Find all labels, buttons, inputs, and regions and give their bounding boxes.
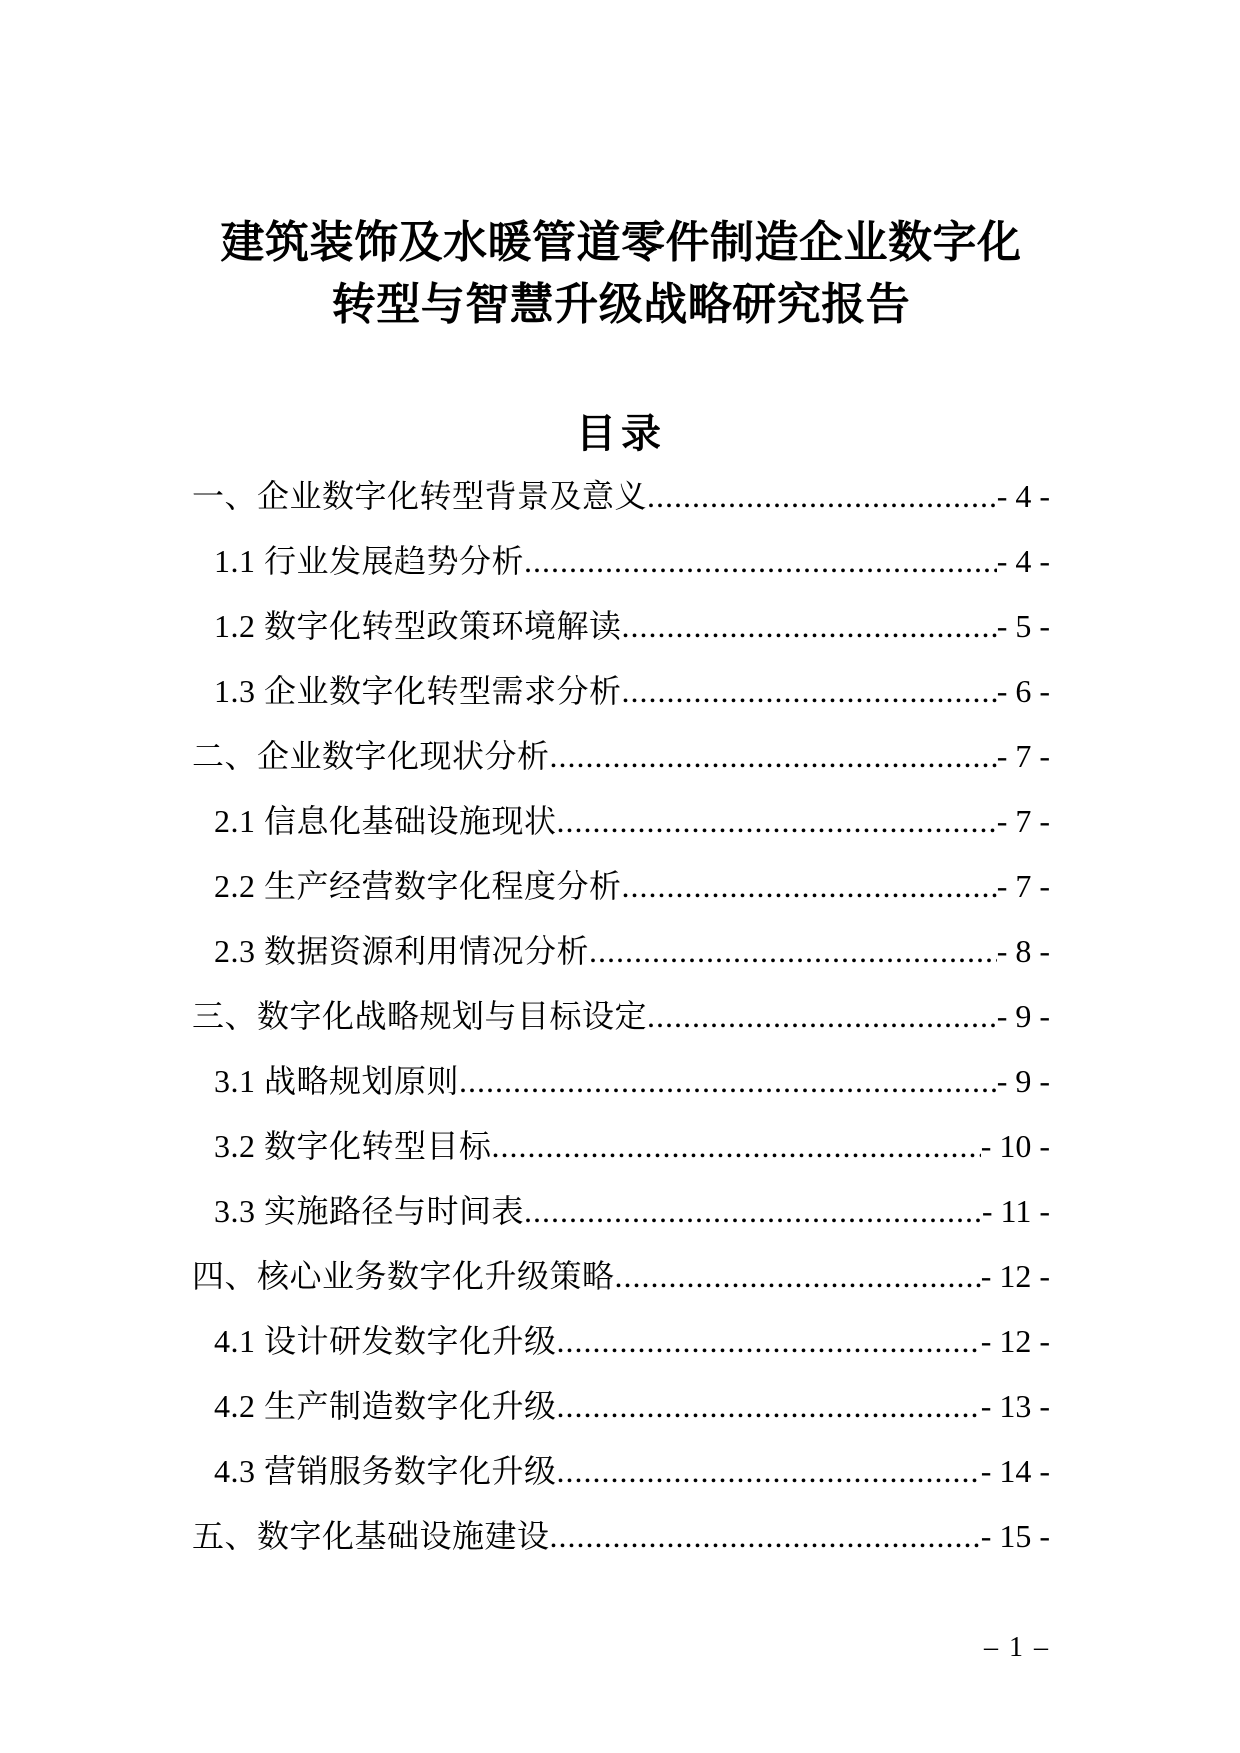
toc-entry-label: 4.1 设计研发数字化升级 (214, 1323, 557, 1359)
toc-entry-page-number: - 10 - (980, 1128, 1050, 1164)
toc-entry-page-number: - 7 - (996, 803, 1050, 839)
toc-entry[interactable] (192, 1114, 1050, 1179)
toc-entry-label: 3.1 战略规划原则 (214, 1063, 460, 1099)
toc-entry-label: 2.3 数据资源利用情况分析 (214, 933, 590, 969)
toc-entry-label: 2.2 生产经营数字化程度分析 (214, 868, 622, 904)
toc-entry-label: 五、数字化基础设施建设 (192, 1518, 550, 1554)
toc-entry[interactable] (192, 1504, 1050, 1569)
toc-leader-dots (557, 1374, 981, 1439)
toc-entry[interactable] (192, 594, 1050, 659)
toc-entry-page-number: - 8 - (996, 933, 1050, 969)
toc-entry-label: 二、企业数字化现状分析 (192, 738, 550, 774)
toc-entry[interactable] (192, 1439, 1050, 1504)
toc-entry-page-number: - 9 - (996, 998, 1050, 1034)
toc-entry-page-number: - 14 - (980, 1453, 1050, 1489)
document-title-line2: 转型与智慧升级战略研究报告 (331, 280, 911, 329)
toc-entry-label: 1.3 企业数字化转型需求分析 (214, 673, 622, 709)
toc-entry[interactable] (192, 854, 1050, 919)
toc-entry-page-number: - 9 - (996, 1063, 1050, 1099)
toc-entry-label: 三、数字化战略规划与目标设定 (192, 998, 648, 1034)
toc-leader-dots (647, 464, 997, 529)
toc-leader-dots (557, 789, 997, 854)
document-title-line1: 建筑装饰及水暖管道零件制造企业数字化 (220, 218, 1022, 267)
toc-entry[interactable] (192, 1179, 1050, 1244)
toc-entry-label: 4.2 生产制造数字化升级 (214, 1388, 557, 1424)
toc-entry[interactable] (192, 724, 1050, 789)
toc-leader-dots (589, 919, 997, 984)
toc-entry-page-number: - 15 - (980, 1518, 1050, 1554)
toc-entry-page-number: - 13 - (980, 1388, 1050, 1424)
toc-entry-label: 四、核心业务数字化升级策略 (192, 1258, 615, 1294)
toc-entry[interactable] (192, 1374, 1050, 1439)
toc-entry-label: 一、企业数字化转型背景及意义 (192, 478, 648, 514)
toc-entry[interactable] (192, 919, 1050, 984)
toc-leader-dots (615, 1244, 981, 1309)
toc-leader-dots (550, 724, 997, 789)
toc-leader-dots (622, 659, 997, 724)
toc-leader-dots (550, 1504, 981, 1569)
toc-entry-page-number: - 4 - (996, 543, 1050, 579)
toc-entry-label: 4.3 营销服务数字化升级 (214, 1453, 557, 1489)
toc-entry-label: 1.1 行业发展趋势分析 (214, 543, 525, 579)
toc-leader-dots (557, 1439, 981, 1504)
page-number-footer: – 1 – (984, 1632, 1050, 1663)
toc-entry-page-number: - 6 - (996, 673, 1050, 709)
toc-entry-page-number: - 4 - (996, 478, 1050, 514)
toc-leader-dots (459, 1049, 997, 1114)
toc-entry[interactable] (192, 789, 1050, 854)
toc-entry[interactable] (192, 464, 1050, 529)
toc-leader-dots (524, 529, 997, 594)
toc-entry-label: 2.1 信息化基础设施现状 (214, 803, 557, 839)
toc-entry-label: 1.2 数字化转型政策环境解读 (214, 608, 622, 644)
toc-entry-page-number: - 11 - (981, 1193, 1050, 1229)
toc-entry-page-number: - 12 - (980, 1323, 1050, 1359)
toc-entry-page-number: - 5 - (996, 608, 1050, 644)
toc-entry[interactable] (192, 659, 1050, 724)
toc-entry[interactable] (192, 1309, 1050, 1374)
document-title (192, 212, 1050, 336)
toc-leader-dots (622, 594, 997, 659)
toc-list (192, 464, 1050, 1569)
toc-entry-page-number: - 7 - (996, 868, 1050, 904)
toc-leader-dots (524, 1179, 982, 1244)
toc-entry-label: 3.2 数字化转型目标 (214, 1128, 492, 1164)
toc-entry-label: 3.3 实施路径与时间表 (214, 1193, 525, 1229)
toc-entry-page-number: - 12 - (980, 1258, 1050, 1294)
toc-entry[interactable] (192, 529, 1050, 594)
toc-entry[interactable] (192, 984, 1050, 1049)
toc-heading: 目录 (576, 412, 666, 456)
toc-entry-page-number: - 7 - (996, 738, 1050, 774)
toc-leader-dots (492, 1114, 981, 1179)
toc-leader-dots (647, 984, 997, 1049)
toc-leader-dots (622, 854, 997, 919)
toc-entry[interactable] (192, 1244, 1050, 1309)
toc-entry[interactable] (192, 1049, 1050, 1114)
toc-leader-dots (557, 1309, 981, 1374)
